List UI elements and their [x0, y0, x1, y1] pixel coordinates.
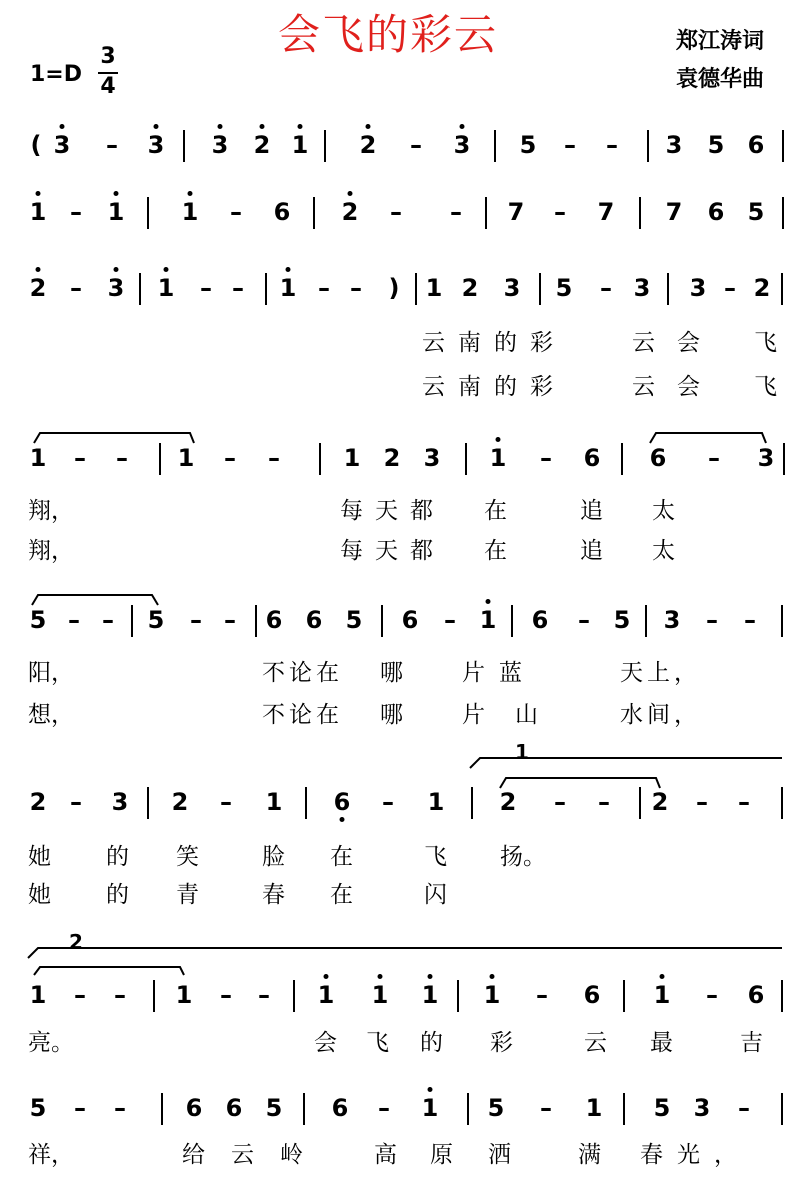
key-signature: 1=D: [30, 62, 83, 87]
lyric-verse-1: 高: [374, 1142, 397, 1168]
note: 6: [583, 981, 601, 1009]
lyric-verse-2: 想，: [28, 702, 74, 728]
note: 2: [171, 788, 189, 816]
note: 6: [747, 981, 765, 1009]
lyric-verse-1: 会: [314, 1030, 337, 1056]
dash-note: –: [390, 198, 402, 226]
lyric-verse-1: 太: [652, 498, 675, 524]
note: 5: [519, 131, 537, 159]
tie: [32, 595, 158, 605]
note: 3: [211, 131, 229, 159]
dash-note: –: [410, 131, 422, 159]
note: 2: [383, 444, 401, 472]
time-signature-top: 3: [100, 44, 116, 69]
note: 3: [663, 606, 681, 634]
lyric-verse-1: 彩: [490, 1030, 513, 1056]
dash-note: –: [578, 606, 590, 634]
bracket: (: [30, 131, 42, 159]
lyric-verse-2: 哪: [380, 702, 403, 728]
note: 2: [359, 131, 377, 159]
lyric-verse-1: 片蓝: [462, 660, 536, 686]
note: 6: [185, 1094, 203, 1122]
note: 6: [583, 444, 601, 472]
dash-note: –: [598, 788, 610, 816]
lyric-verse-1: 脸: [262, 844, 285, 870]
dash-note: –: [190, 606, 202, 634]
note: 3: [53, 131, 71, 159]
dash-note: –: [554, 198, 566, 226]
tie: [34, 967, 184, 975]
dash-note: –: [68, 606, 80, 634]
dash-note: –: [350, 274, 362, 302]
note: 1: [265, 788, 283, 816]
note: 1: [29, 981, 47, 1009]
dash-note: –: [74, 1094, 86, 1122]
dash-note: –: [600, 274, 612, 302]
lyric-verse-2: 青: [176, 882, 199, 908]
tie: [34, 433, 194, 443]
song-title: 会飞的彩云: [278, 10, 499, 59]
note: 2: [499, 788, 517, 816]
dash-note: –: [224, 606, 236, 634]
volta-1-number: 1: [515, 740, 529, 764]
note: 3: [423, 444, 441, 472]
lyric-verse-1: 云南的彩: [422, 330, 566, 356]
dash-note: –: [268, 444, 280, 472]
lyric-verse-2: 闪: [424, 882, 447, 908]
note: 5: [747, 198, 765, 226]
note: 3: [693, 1094, 711, 1122]
lyric-verse-1: 祥，: [28, 1142, 74, 1168]
lyric-verse-1: 追: [580, 498, 603, 524]
lyric-verse-1: 原: [430, 1142, 453, 1168]
note: 6: [707, 198, 725, 226]
dash-note: –: [230, 198, 242, 226]
lyric-verse-2: 水间，: [620, 702, 701, 728]
dash-note: –: [200, 274, 212, 302]
dash-note: –: [70, 274, 82, 302]
dash-note: –: [378, 1094, 390, 1122]
lyric-verse-2: 每天都: [340, 538, 445, 564]
note: 3: [147, 131, 165, 159]
note: 1: [427, 788, 445, 816]
note: 3: [633, 274, 651, 302]
dash-note: –: [74, 981, 86, 1009]
dash-note: –: [706, 606, 718, 634]
lyric-verse-2: 太: [652, 538, 675, 564]
dash-note: –: [606, 131, 618, 159]
note: 1: [317, 981, 335, 1009]
note: 5: [29, 606, 47, 634]
lyric-verse-1: 翔，: [28, 498, 74, 524]
note: 5: [707, 131, 725, 159]
note: 1: [177, 444, 195, 472]
lyric-verse-1: 飞: [366, 1030, 389, 1056]
note: 1: [653, 981, 671, 1009]
note: 3: [111, 788, 129, 816]
note: 1: [483, 981, 501, 1009]
note: 1: [157, 274, 175, 302]
dash-note: –: [554, 788, 566, 816]
note: 5: [345, 606, 363, 634]
note: 1: [489, 444, 507, 472]
lyric-verse-2: 春: [262, 882, 285, 908]
time-signature-bottom: 4: [100, 74, 116, 99]
lyric-verse-1: 每天都: [340, 498, 445, 524]
note: 2: [29, 274, 47, 302]
note: 5: [487, 1094, 505, 1122]
bracket: ): [388, 274, 400, 302]
note: 5: [653, 1094, 671, 1122]
note: 2: [461, 274, 479, 302]
note: 5: [147, 606, 165, 634]
note: 2: [341, 198, 359, 226]
lyric-verse-1: 云会: [632, 330, 722, 356]
note: 7: [507, 198, 525, 226]
volta-2-bracket: [28, 948, 782, 958]
note: 1: [479, 606, 497, 634]
lyric-verse-2: 飞: [754, 374, 777, 400]
dash-note: –: [540, 1094, 552, 1122]
note: 2: [29, 788, 47, 816]
note: 6: [305, 606, 323, 634]
dash-note: –: [706, 981, 718, 1009]
note: 3: [453, 131, 471, 159]
volta-2-number: 2: [69, 930, 83, 954]
note: 3: [757, 444, 775, 472]
note: 7: [597, 198, 615, 226]
note: 3: [689, 274, 707, 302]
note: 1: [29, 444, 47, 472]
lyric-verse-2: 她: [28, 882, 51, 908]
dash-note: –: [738, 1094, 750, 1122]
dash-note: –: [106, 131, 118, 159]
note: 1: [343, 444, 361, 472]
lyricist-credit: 郑江涛词: [676, 29, 765, 54]
tie: [500, 778, 660, 788]
note: 3: [665, 131, 683, 159]
note: 1: [175, 981, 193, 1009]
note: 6: [401, 606, 419, 634]
note: 2: [753, 274, 771, 302]
lyric-verse-1: 阳，: [28, 660, 74, 686]
lyric-verse-1: 满: [578, 1142, 601, 1168]
lyric-verse-1: 飞: [424, 844, 447, 870]
dash-note: –: [70, 788, 82, 816]
lyric-verse-1: 最: [650, 1030, 673, 1056]
note: 1: [585, 1094, 603, 1122]
lyric-verse-1: 的: [106, 844, 129, 870]
dash-note: –: [540, 444, 552, 472]
note: 1: [421, 981, 439, 1009]
lyric-verse-1: 在: [484, 498, 507, 524]
dash-note: –: [318, 274, 330, 302]
lyric-verse-2: 翔，: [28, 538, 74, 564]
note: 2: [651, 788, 669, 816]
note: 1: [371, 981, 389, 1009]
lyric-verse-1: 不论在: [262, 660, 343, 686]
dash-note: –: [382, 788, 394, 816]
lyric-verse-1: 给云岭: [182, 1142, 329, 1168]
note: 5: [29, 1094, 47, 1122]
note: 1: [29, 198, 47, 226]
note: 1: [279, 274, 297, 302]
note: 5: [555, 274, 573, 302]
note: 6: [747, 131, 765, 159]
dash-note: –: [74, 444, 86, 472]
lyric-verse-1: 春光，: [640, 1142, 751, 1168]
dash-note: –: [564, 131, 576, 159]
composer-credit: 袁德华曲: [676, 67, 765, 92]
note: 3: [107, 274, 125, 302]
dash-note: –: [536, 981, 548, 1009]
note: 3: [503, 274, 521, 302]
lyric-verse-1: 她: [28, 844, 51, 870]
dash-note: –: [224, 444, 236, 472]
lyric-verse-1: 的: [420, 1030, 443, 1056]
note: 1: [425, 274, 443, 302]
lyric-verse-1: 云: [584, 1030, 607, 1056]
dash-note: –: [444, 606, 456, 634]
dash-note: –: [114, 1094, 126, 1122]
dash-note: –: [696, 788, 708, 816]
lyric-verse-2: 不论在: [262, 702, 343, 728]
note: 7: [665, 198, 683, 226]
lyric-verse-1: 亮。: [28, 1030, 74, 1056]
lyric-verse-1: 洒: [488, 1142, 511, 1168]
lyric-verse-1: 笑: [176, 844, 199, 870]
dash-note: –: [450, 198, 462, 226]
note: 6: [225, 1094, 243, 1122]
dash-note: –: [232, 274, 244, 302]
note: 6: [331, 1094, 349, 1122]
dash-note: –: [724, 274, 736, 302]
lyric-verse-2: 在: [484, 538, 507, 564]
lyric-verse-1: 飞: [754, 330, 777, 356]
lyric-verse-2: 的: [106, 882, 129, 908]
note: 1: [107, 198, 125, 226]
lyric-verse-1: 天上，: [620, 660, 701, 686]
lyric-verse-1: 吉: [740, 1030, 763, 1056]
note: 1: [421, 1094, 439, 1122]
lyric-verse-2: 云南的彩: [422, 374, 566, 400]
dash-note: –: [708, 444, 720, 472]
note: 6: [333, 788, 351, 816]
dash-note: –: [220, 788, 232, 816]
lyric-verse-2: 追: [580, 538, 603, 564]
note: 1: [291, 131, 309, 159]
dash-note: –: [258, 981, 270, 1009]
lyric-verse-1: 哪: [380, 660, 403, 686]
dash-note: –: [114, 981, 126, 1009]
note: 6: [649, 444, 667, 472]
lyric-verse-2: 云会: [632, 374, 722, 400]
dash-note: –: [116, 444, 128, 472]
dash-note: –: [102, 606, 114, 634]
dash-note: –: [220, 981, 232, 1009]
note: 5: [613, 606, 631, 634]
lyric-verse-1: 扬。: [500, 844, 546, 870]
note: 2: [253, 131, 271, 159]
dash-note: –: [738, 788, 750, 816]
note: 6: [273, 198, 291, 226]
dash-note: –: [744, 606, 756, 634]
tie: [650, 433, 766, 443]
lyric-verse-2: 在: [330, 882, 353, 908]
note: 6: [531, 606, 549, 634]
lyric-verse-2: 片山: [462, 702, 568, 728]
note: 6: [265, 606, 283, 634]
note: 5: [265, 1094, 283, 1122]
note: 1: [181, 198, 199, 226]
dash-note: –: [70, 198, 82, 226]
lyric-verse-1: 在: [330, 844, 353, 870]
